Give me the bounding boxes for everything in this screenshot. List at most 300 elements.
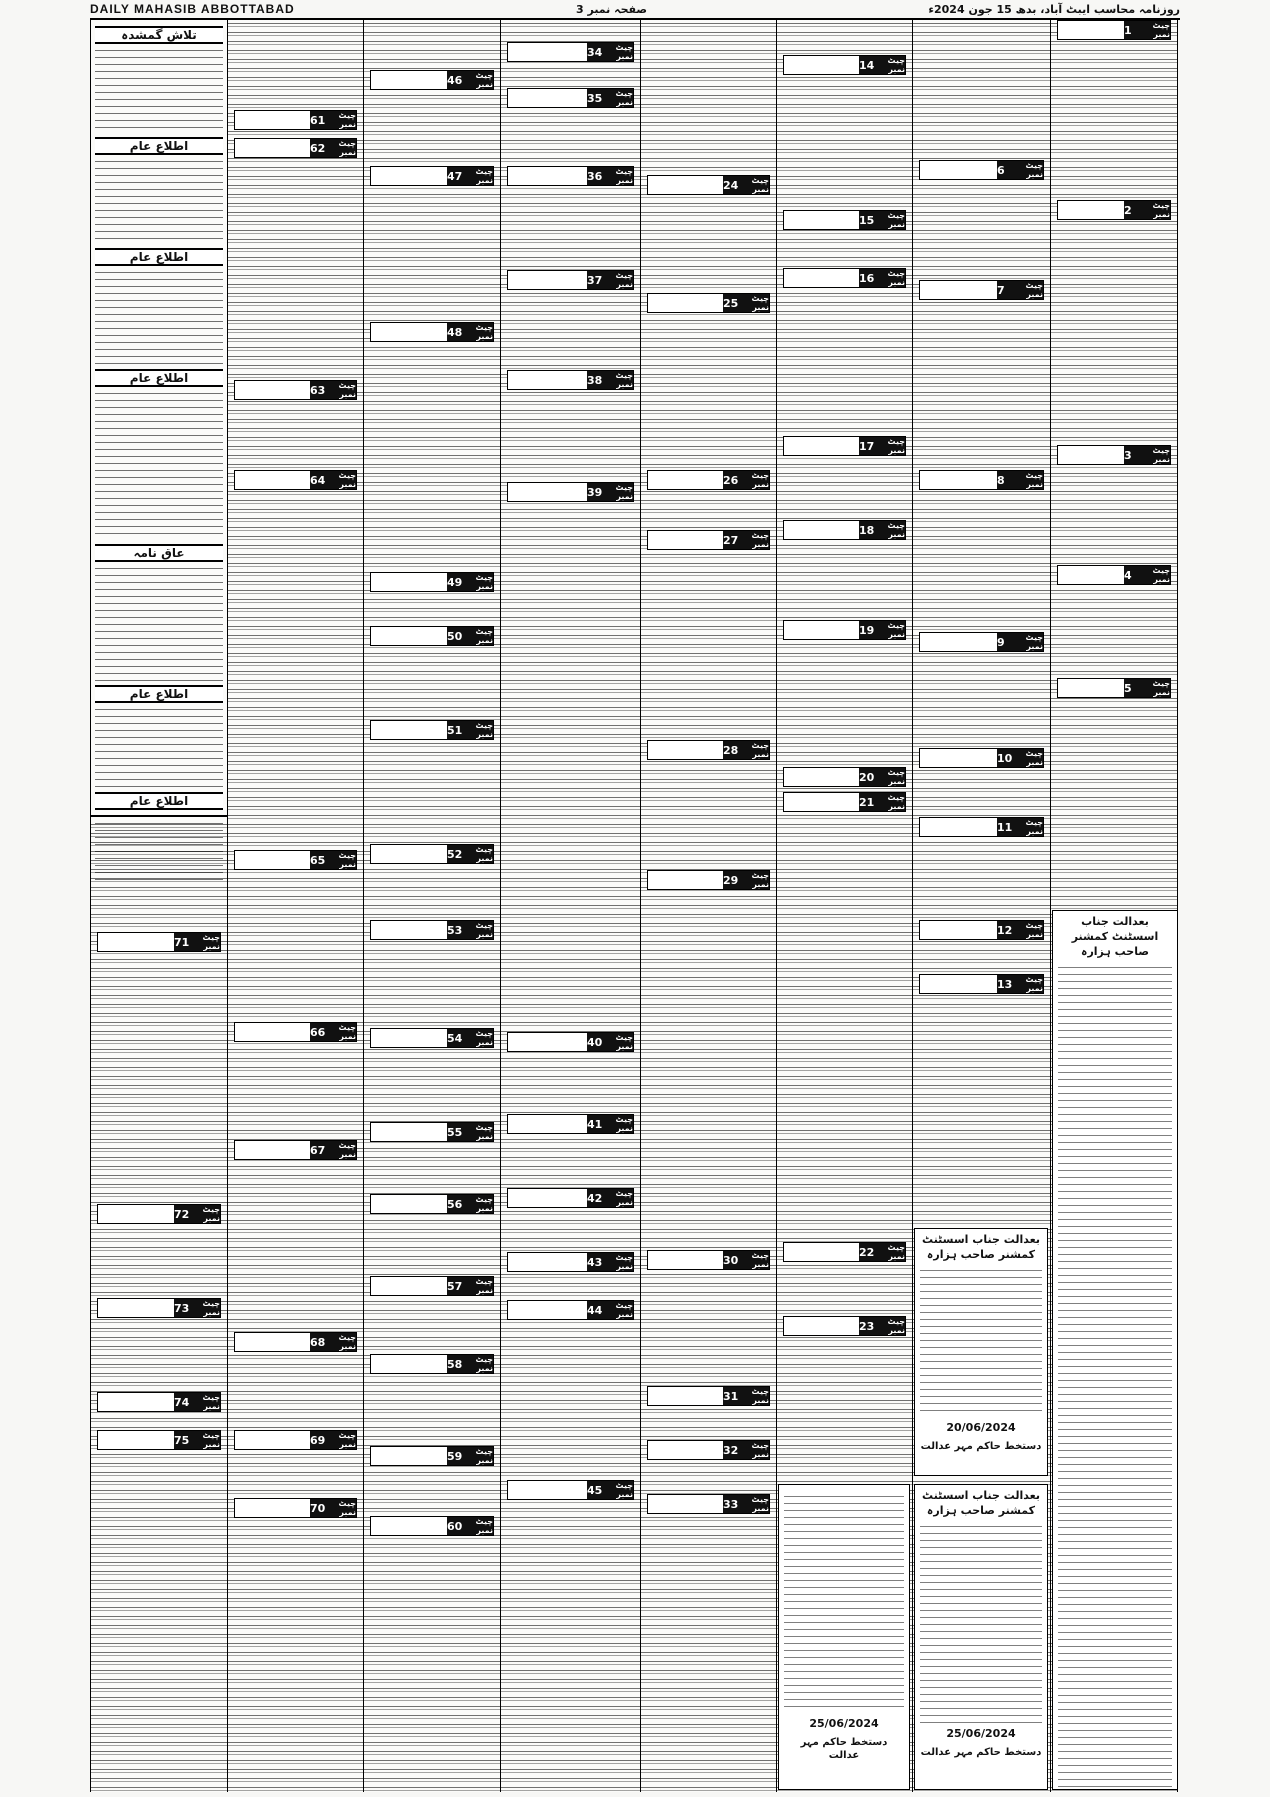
chit-number: 34: [587, 45, 603, 59]
chit-number: 72: [174, 1207, 190, 1221]
column-e: [500, 20, 640, 1792]
chit-number-tag: [310, 139, 356, 157]
chit-number-box: [507, 1188, 634, 1208]
chit-number-box: [647, 740, 770, 760]
chit-number: 55: [447, 1125, 463, 1139]
chit-number-box: [783, 1242, 906, 1262]
chit-label: چیٹ نمبر: [202, 1393, 220, 1411]
chit-number: 68: [310, 1335, 326, 1349]
chit-number-box: [783, 210, 906, 230]
chit-number: 33: [723, 1497, 739, 1511]
chit-number-tag: [1124, 21, 1170, 39]
notice-heading: اطلاع عام: [95, 685, 223, 703]
chit-number: 53: [447, 923, 463, 937]
chit-number-tag: [997, 975, 1043, 993]
chit-number: 65: [310, 853, 326, 867]
column-h: [90, 20, 227, 1792]
chit-label: چیٹ نمبر: [338, 1499, 356, 1517]
notice-heading: اطلاع عام: [95, 248, 223, 266]
chit-number-tag: [447, 1123, 493, 1141]
chit-label: چیٹ نمبر: [615, 1253, 633, 1271]
chit-number-tag: [723, 1495, 769, 1513]
chit-number: 66: [310, 1025, 326, 1039]
chit-label: چیٹ نمبر: [475, 573, 493, 591]
chit-label: چیٹ نمبر: [887, 1243, 905, 1261]
chit-number: 74: [174, 1395, 190, 1409]
chit-number-box: [507, 88, 634, 108]
masthead: [90, 0, 1180, 20]
chit-number-tag: [447, 573, 493, 591]
chit-number: 60: [447, 1519, 463, 1533]
chit-number-box: [783, 520, 906, 540]
chit-number: 54: [447, 1031, 463, 1045]
chit-number-tag: [723, 1251, 769, 1269]
chit-number-box: [919, 280, 1044, 300]
chit-number: 8: [997, 473, 1005, 487]
chit-label: چیٹ نمبر: [615, 1189, 633, 1207]
chit-number-tag: [859, 793, 905, 811]
chit-label: چیٹ نمبر: [475, 71, 493, 89]
chit-number-box: [234, 1140, 357, 1160]
panel-body: [920, 1267, 1042, 1417]
chit-number-box: [370, 572, 494, 592]
chit-number-tag: [723, 871, 769, 889]
chit-number-tag: [310, 1333, 356, 1351]
chit-label: چیٹ نمبر: [615, 1115, 633, 1133]
notice-heading: اطلاع عام: [95, 137, 223, 155]
chit-number-tag: [447, 1517, 493, 1535]
chit-label: چیٹ نمبر: [615, 89, 633, 107]
chit-number-tag: [723, 531, 769, 549]
chit-number-box: [507, 370, 634, 390]
chit-number-tag: [174, 1431, 220, 1449]
chit-label: چیٹ نمبر: [475, 1195, 493, 1213]
chit-number-tag: [1124, 566, 1170, 584]
chit-label: چیٹ نمبر: [751, 1441, 769, 1459]
notice-body: [95, 269, 223, 365]
chit-label: چیٹ نمبر: [887, 211, 905, 229]
chit-number-box: [234, 1332, 357, 1352]
chit-number-tag: [723, 294, 769, 312]
chit-number-box: [919, 160, 1044, 180]
chit-number-box: [97, 1204, 221, 1224]
chit-number-tag: [587, 1253, 633, 1271]
chit-label: چیٹ نمبر: [615, 371, 633, 389]
chit-label: چیٹ نمبر: [751, 1251, 769, 1269]
chit-number-tag: [997, 921, 1043, 939]
chit-number-box: [919, 632, 1044, 652]
chit-number-box: [507, 482, 634, 502]
chit-number: 57: [447, 1279, 463, 1293]
chit-number-tag: [723, 741, 769, 759]
chit-label: چیٹ نمبر: [1152, 566, 1170, 584]
chit-label: چیٹ نمبر: [338, 111, 356, 129]
chit-number: 69: [310, 1433, 326, 1447]
chit-number-tag: [859, 521, 905, 539]
column-d: [640, 20, 776, 1792]
panel-title: بعدالت جناب اسسٹنٹ کمشنر صاحب ہزارہ: [922, 1233, 1040, 1261]
chit-number-tag: [447, 71, 493, 89]
chit-number: 25: [723, 296, 739, 310]
chit-label: چیٹ نمبر: [202, 933, 220, 951]
chit-number-box: [1057, 678, 1171, 698]
chit-number-box: [783, 792, 906, 812]
chit-number: 38: [587, 373, 603, 387]
chit-number-box: [1057, 445, 1171, 465]
chit-number-box: [783, 1316, 906, 1336]
chit-number-box: [370, 1194, 494, 1214]
chit-label: چیٹ نمبر: [887, 793, 905, 811]
chit-number-tag: [174, 1299, 220, 1317]
chit-number-box: [919, 920, 1044, 940]
chit-number: 50: [447, 629, 463, 643]
chit-number-box: [919, 470, 1044, 490]
chit-label: چیٹ نمبر: [1025, 633, 1043, 651]
column-g: [227, 20, 363, 1792]
chit-number-box: [783, 767, 906, 787]
chit-label: چیٹ نمبر: [338, 851, 356, 869]
chit-number-box: [370, 166, 494, 186]
chit-number-tag: [447, 167, 493, 185]
chit-number-box: [507, 1252, 634, 1272]
chit-label: چیٹ نمبر: [202, 1299, 220, 1317]
chit-label: چیٹ نمبر: [887, 269, 905, 287]
chit-number-box: [783, 436, 906, 456]
notice-body: [95, 390, 223, 540]
chit-number-tag: [447, 721, 493, 739]
chit-number-box: [1057, 565, 1171, 585]
masthead-english-title: DAILY MAHASIB ABBOTTABAD: [90, 2, 295, 16]
chit-number: 43: [587, 1255, 603, 1269]
chit-number: 30: [723, 1253, 739, 1267]
chit-number-tag: [447, 845, 493, 863]
chit-number-tag: [587, 1189, 633, 1207]
chit-label: چیٹ نمبر: [615, 1033, 633, 1051]
chit-number: 52: [447, 847, 463, 861]
chit-number: 44: [587, 1303, 603, 1317]
chit-number-box: [783, 55, 906, 75]
chit-number-tag: [587, 483, 633, 501]
chit-number-box: [370, 1276, 494, 1296]
chit-number-box: [507, 1300, 634, 1320]
chit-number-box: [647, 175, 770, 195]
chit-number-box: [647, 530, 770, 550]
chit-number: 46: [447, 73, 463, 87]
panel-body: [1058, 964, 1172, 1790]
chit-number-tag: [174, 933, 220, 951]
chit-number: 1: [1124, 23, 1132, 37]
chit-number-tag: [310, 471, 356, 489]
chit-number-box: [507, 1032, 634, 1052]
chit-number-box: [97, 1392, 221, 1412]
chit-number-tag: [447, 1277, 493, 1295]
chit-label: چیٹ نمبر: [338, 139, 356, 157]
chit-number-box: [97, 1430, 221, 1450]
chit-number: 39: [587, 485, 603, 499]
chit-number-tag: [859, 768, 905, 786]
chit-label: چیٹ نمبر: [475, 323, 493, 341]
chit-number-box: [919, 748, 1044, 768]
chit-label: چیٹ نمبر: [887, 437, 905, 455]
chit-number-box: [234, 1430, 357, 1450]
chit-number: 63: [310, 383, 326, 397]
chit-number: 75: [174, 1433, 190, 1447]
panel-signature: دستخط حاکم مہر عدالت: [920, 1746, 1042, 1758]
chit-number: 29: [723, 873, 739, 887]
chit-label: چیٹ نمبر: [1025, 975, 1043, 993]
chit-number: 16: [859, 271, 875, 285]
chit-number: 13: [997, 977, 1013, 991]
chit-number-tag: [587, 1481, 633, 1499]
chit-number-tag: [997, 281, 1043, 299]
chit-number-box: [234, 138, 357, 158]
chit-number: 7: [997, 283, 1005, 297]
notice-heading: عاق نامہ: [95, 544, 223, 562]
chit-number-box: [507, 1114, 634, 1134]
chit-number: 19: [859, 623, 875, 637]
chit-label: چیٹ نمبر: [615, 483, 633, 501]
chit-number-tag: [447, 921, 493, 939]
chit-number-box: [370, 1446, 494, 1466]
chit-number-box: [370, 720, 494, 740]
chit-number-tag: [723, 176, 769, 194]
chit-number: 28: [723, 743, 739, 757]
chit-number-box: [1057, 200, 1171, 220]
chit-number: 26: [723, 473, 739, 487]
chit-number: 17: [859, 439, 875, 453]
chit-number-tag: [859, 211, 905, 229]
chit-number-box: [234, 380, 357, 400]
chit-number-box: [783, 268, 906, 288]
chit-number: 56: [447, 1197, 463, 1211]
chit-number-box: [507, 42, 634, 62]
panel-title: بعدالت جناب اسسٹنٹ کمشنر صاحب ہزارہ: [1071, 915, 1159, 958]
chit-label: چیٹ نمبر: [887, 1317, 905, 1335]
chit-label: چیٹ نمبر: [615, 167, 633, 185]
masthead-page-number: صفحہ نمبر 3: [575, 2, 648, 16]
chit-number: 64: [310, 473, 326, 487]
chit-label: چیٹ نمبر: [887, 768, 905, 786]
chit-number-tag: [587, 167, 633, 185]
chit-number-box: [370, 844, 494, 864]
chit-label: چیٹ نمبر: [475, 167, 493, 185]
chit-number-tag: [997, 471, 1043, 489]
chit-number-box: [234, 110, 357, 130]
chit-number-tag: [587, 43, 633, 61]
chit-label: چیٹ نمبر: [338, 381, 356, 399]
chit-label: چیٹ نمبر: [751, 531, 769, 549]
chit-label: چیٹ نمبر: [751, 1495, 769, 1513]
chit-number-tag: [447, 1195, 493, 1213]
chit-number-tag: [859, 1317, 905, 1335]
chit-number: 24: [723, 178, 739, 192]
chit-number: 22: [859, 1245, 875, 1259]
chit-number: 20: [859, 770, 875, 784]
chit-label: چیٹ نمبر: [475, 921, 493, 939]
chit-number: 49: [447, 575, 463, 589]
chit-label: چیٹ نمبر: [475, 1447, 493, 1465]
notice-body: [95, 813, 223, 883]
chit-label: چیٹ نمبر: [338, 1431, 356, 1449]
chit-number-box: [370, 1354, 494, 1374]
chit-number-box: [234, 1498, 357, 1518]
chit-label: چیٹ نمبر: [475, 721, 493, 739]
chit-number-box: [234, 850, 357, 870]
chit-number: 36: [587, 169, 603, 183]
chit-number-box: [647, 1250, 770, 1270]
chit-label: چیٹ نمبر: [1025, 749, 1043, 767]
chit-number-box: [370, 70, 494, 90]
chit-number-tag: [310, 1023, 356, 1041]
chit-label: چیٹ نمبر: [1152, 21, 1170, 39]
chit-label: چیٹ نمبر: [1025, 818, 1043, 836]
chit-label: چیٹ نمبر: [751, 871, 769, 889]
panel-hearing-date: 20/06/2024: [946, 1420, 1016, 1434]
court-notice-panel: [914, 1484, 1048, 1790]
masthead-urdu-title: روزنامہ محاسب ایبٹ آباد، بدھ 15 جون 2024ء: [928, 2, 1180, 16]
chit-number-tag: [587, 371, 633, 389]
chit-number: 62: [310, 141, 326, 155]
chit-number: 51: [447, 723, 463, 737]
chit-number-box: [97, 1298, 221, 1318]
chit-label: چیٹ نمبر: [338, 1141, 356, 1159]
chit-number-tag: [997, 161, 1043, 179]
chit-number: 27: [723, 533, 739, 547]
chit-number-tag: [1124, 679, 1170, 697]
chit-number-tag: [310, 111, 356, 129]
chit-number-box: [1057, 20, 1171, 40]
chit-number-tag: [1124, 446, 1170, 464]
chit-number-box: [234, 1022, 357, 1042]
chit-number-tag: [587, 1301, 633, 1319]
chit-number-box: [507, 270, 634, 290]
chit-number: 42: [587, 1191, 603, 1205]
chit-number: 21: [859, 795, 875, 809]
chit-number-box: [97, 932, 221, 952]
chit-number-tag: [447, 1355, 493, 1373]
public-notices-block: [91, 20, 227, 820]
court-notice-panel: [778, 1484, 910, 1790]
chit-label: چیٹ نمبر: [615, 271, 633, 289]
chit-number-tag: [310, 1499, 356, 1517]
chit-label: چیٹ نمبر: [1025, 281, 1043, 299]
chit-number-tag: [859, 269, 905, 287]
chit-label: چیٹ نمبر: [615, 1481, 633, 1499]
chit-number-box: [234, 470, 357, 490]
chit-number: 23: [859, 1319, 875, 1333]
chit-label: چیٹ نمبر: [1025, 471, 1043, 489]
chit-number: 4: [1124, 568, 1132, 582]
chit-label: چیٹ نمبر: [475, 627, 493, 645]
notice-heading: تلاش گمشدہ: [95, 26, 223, 44]
chit-number: 3: [1124, 448, 1132, 462]
chit-number-box: [647, 470, 770, 490]
chit-number: 70: [310, 1501, 326, 1515]
panel-title: بعدالت جناب اسسٹنٹ کمشنر صاحب ہزارہ: [922, 1489, 1040, 1517]
chit-label: چیٹ نمبر: [202, 1205, 220, 1223]
chit-label: چیٹ نمبر: [887, 621, 905, 639]
chit-label: چیٹ نمبر: [751, 1387, 769, 1405]
chit-number-tag: [997, 633, 1043, 651]
chit-label: چیٹ نمبر: [475, 845, 493, 863]
chit-label: چیٹ نمبر: [1152, 679, 1170, 697]
chit-number: 5: [1124, 681, 1132, 695]
chit-number-tag: [587, 271, 633, 289]
chit-number: 71: [174, 935, 190, 949]
chit-number-tag: [997, 818, 1043, 836]
chit-label: چیٹ نمبر: [338, 1023, 356, 1041]
chit-label: چیٹ نمبر: [1025, 921, 1043, 939]
notices-divider: [91, 815, 227, 817]
chit-number: 12: [997, 923, 1013, 937]
chit-number-box: [370, 1122, 494, 1142]
chit-number-tag: [174, 1393, 220, 1411]
chit-number-tag: [1124, 201, 1170, 219]
chit-label: چیٹ نمبر: [751, 294, 769, 312]
chit-number-box: [919, 817, 1044, 837]
chit-label: چیٹ نمبر: [1152, 446, 1170, 464]
chit-label: چیٹ نمبر: [887, 56, 905, 74]
chit-number-box: [647, 1386, 770, 1406]
chit-number-box: [783, 620, 906, 640]
panel-body: [784, 1493, 904, 1713]
chit-label: چیٹ نمبر: [475, 1355, 493, 1373]
chit-number-box: [370, 1028, 494, 1048]
chit-number-box: [370, 1516, 494, 1536]
chit-label: چیٹ نمبر: [475, 1123, 493, 1141]
chit-number: 9: [997, 635, 1005, 649]
chit-number: 11: [997, 820, 1013, 834]
chit-number: 35: [587, 91, 603, 105]
chit-number-box: [507, 166, 634, 186]
chit-label: چیٹ نمبر: [751, 471, 769, 489]
chit-number-tag: [310, 1141, 356, 1159]
panel-hearing-date: 25/06/2024: [809, 1717, 879, 1730]
chit-label: چیٹ نمبر: [475, 1277, 493, 1295]
court-notice-panel: [1052, 910, 1178, 1790]
notice-body: [95, 706, 223, 788]
notice-body: [95, 565, 223, 681]
panel-signature: دستخط حاکم مہر عدالت: [920, 1440, 1042, 1452]
notice-heading: اطلاع عام: [95, 792, 223, 810]
chit-number-tag: [859, 56, 905, 74]
chit-number: 18: [859, 523, 875, 537]
chit-number: 14: [859, 58, 875, 72]
panel-hearing-date: 25/06/2024: [946, 1726, 1016, 1740]
chit-label: چیٹ نمبر: [751, 176, 769, 194]
chit-number-tag: [997, 749, 1043, 767]
chit-number: 31: [723, 1389, 739, 1403]
chit-number: 40: [587, 1035, 603, 1049]
chit-label: چیٹ نمبر: [751, 741, 769, 759]
chit-number: 58: [447, 1357, 463, 1371]
chit-number-box: [647, 293, 770, 313]
chit-number-tag: [447, 1029, 493, 1047]
chit-number: 15: [859, 213, 875, 227]
chit-number-tag: [859, 1243, 905, 1261]
chit-number: 67: [310, 1143, 326, 1157]
court-notice-panel: [914, 1228, 1048, 1476]
chit-number: 61: [310, 113, 326, 127]
chit-number: 59: [447, 1449, 463, 1463]
chit-number-tag: [723, 471, 769, 489]
notice-body: [95, 158, 223, 244]
chit-number: 45: [587, 1483, 603, 1497]
chit-number-tag: [587, 1115, 633, 1133]
chit-number: 73: [174, 1301, 190, 1315]
chit-label: چیٹ نمبر: [475, 1029, 493, 1047]
chit-number-tag: [723, 1441, 769, 1459]
